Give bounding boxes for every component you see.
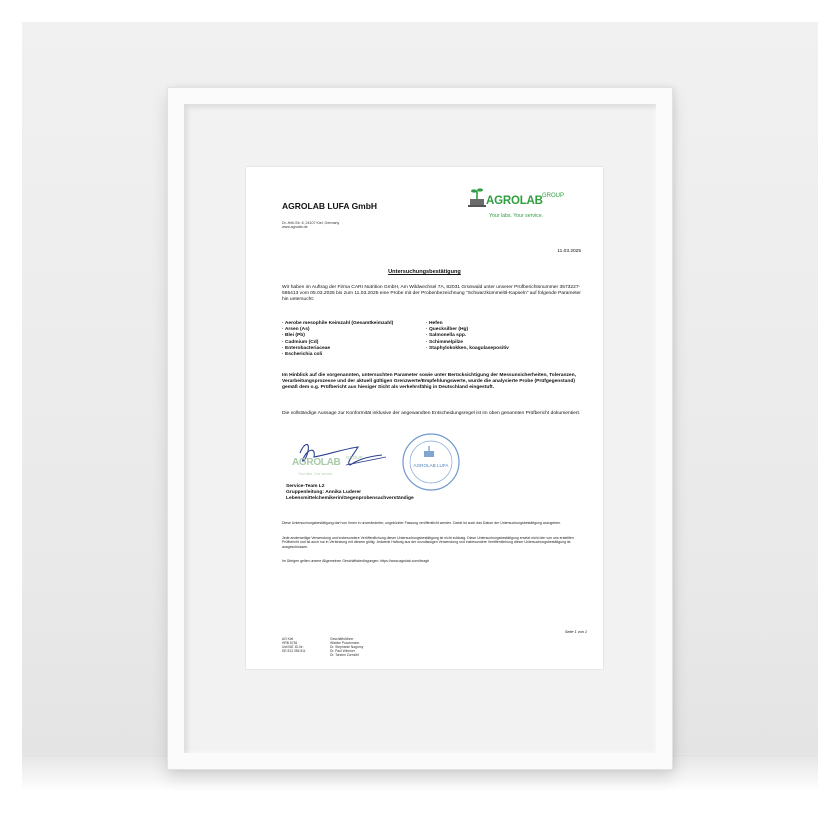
- footer-line: Wiebke Puschmann: [330, 641, 360, 646]
- company-name: AGROLAB LUFA GmbH: [282, 201, 378, 211]
- document-date: 11.03.2025: [557, 249, 581, 254]
- parameter-item: · Aerobe mesophile Keimzahl (Gesamtkeimzahl): [282, 321, 393, 327]
- footer-line: Ust/VAT-ID-Nr:: [282, 645, 304, 650]
- logo-group-label: GROUP: [542, 193, 565, 199]
- footer-line: HRB 6736: [282, 641, 298, 646]
- footer-registry: [282, 637, 306, 653]
- footer-line: Dr. Paul Wimmer: [330, 649, 355, 654]
- footer-line: Dr. Torsten Zurmühl: [330, 653, 359, 658]
- stamp-text: AGROLAB LUFA: [413, 463, 449, 468]
- fine-print: Jede anderweitige Verwendung und insbesondere Veröffentlichung dieser Untersuchungsbestätigung ist nicht zulässig. Diese Untersuchungsbestätigung ersetzt nicht den von uns erstellten Prüfbericht und ist auch nur in Verbindung mit diesem gültig. Jedwede Haftung aus der unzulässigen Verwendung und insbesondere Veröffentlichung dieser Untersuchungsbestätigung ist ausgeschlossen.: [282, 536, 574, 549]
- footer-line: Dr. Stephanie Nagorny: [330, 645, 364, 650]
- footer-management: [330, 637, 363, 657]
- signatory-line: Service-Team L2: [286, 484, 325, 489]
- signature-logo-tagline: Your labs. Your service.: [298, 472, 334, 476]
- parameter-item: · Arsen (As): [282, 327, 393, 333]
- parameter-item: · Enterobacteriaceae: [282, 346, 393, 352]
- parameter-item: · Quecksilber (Hg): [426, 327, 509, 333]
- parameter-item: · Salmonella spp.: [426, 333, 509, 339]
- footer-line: AG Kiel: [282, 637, 294, 641]
- reference-paragraph: Die vollständige Aussage zur Konformität inklusive der angewandten Entscheidungsregel ist im oben genannten Prüfbericht dokumentiert.: [282, 411, 581, 416]
- logo-tagline: Your labs. Your service.: [489, 213, 544, 219]
- fine-print: Im Übrigen gelten unsere Allgemeinen Geschäftsbedingungen: https://www.agrolab.com/deagb: [282, 559, 430, 563]
- parameter-item: · Cadmium (Cd): [282, 340, 393, 346]
- address-line: Dr.-Hell-Str. 6, 24107 Kiel, Germany: [282, 221, 340, 225]
- document-title: Untersuchungsbestätigung: [388, 269, 461, 275]
- footer-line: DE 813 356 511: [282, 649, 306, 654]
- signatory-line: Lebensmittelchemikerin/Gegenprobensachverständige: [286, 496, 414, 502]
- page-number: Seite 1 von 1: [564, 630, 587, 634]
- certificate-document: [246, 167, 603, 669]
- footer-line: Geschäftsführer: [330, 637, 354, 641]
- parameter-item: · Hefen: [426, 321, 509, 327]
- signature-logo-wordmark: AGROLAB: [292, 457, 341, 468]
- address-line: www.agrolab.de: [282, 225, 308, 230]
- conclusion-paragraph: Im Hinblick auf die vorgenannten, untersuchten Parameter sowie unter Berücksichtigung der Messunsicherheiten, Toleranzen, Verarbeitungsprozesse und der aktuell gültigen Grenzwerte/Empfehlungswerte, wurde die analysierte Probe (Prüfgegenstand) gemäß dem o.g. Prüfbericht aus hiesiger Sicht als verkehrsfähig in Deutschland eingestuft.: [282, 373, 576, 391]
- parameter-item: · Escherichia coli: [282, 352, 393, 358]
- intro-paragraph: Wir haben im Auftrag der Firma CARI Nutrition GmbH, Am Wildwechsel 7A, 82031 Grünwald unter unserer Prüfberichtsnummer 3573227-585413 vom 05.03.2025 bis zum 11.03.2025 eine Probe mit der Probenbezeichnung "Schwarzkümmelöl-Kapseln" auf folgende Parameter hin untersucht:: [282, 285, 581, 303]
- signatory-line: Gruppenleitung: Annika Luderer: [286, 490, 362, 496]
- company-address: [282, 221, 339, 230]
- parameter-item: · Schimmelpilze: [426, 340, 509, 346]
- parameter-item: · Blei (Pb): [282, 333, 393, 339]
- parameter-list-left: [282, 321, 393, 358]
- parameter-list-right: [426, 321, 509, 352]
- fine-print: Diese Untersuchungsbestätigung darf von Ihnen in unveränderter, ungekürzter Fassung veröffentlicht werden. Dabei ist auch das Datum der Untersuchungsbestätigung anzugeben.: [282, 521, 562, 525]
- parameter-item: · Staphylokokken, koagulasepositiv: [426, 346, 509, 352]
- signatory-block: [286, 484, 414, 503]
- logo-wordmark: AGROLAB: [486, 195, 543, 207]
- signature-logo-group: GROUP: [346, 455, 363, 460]
